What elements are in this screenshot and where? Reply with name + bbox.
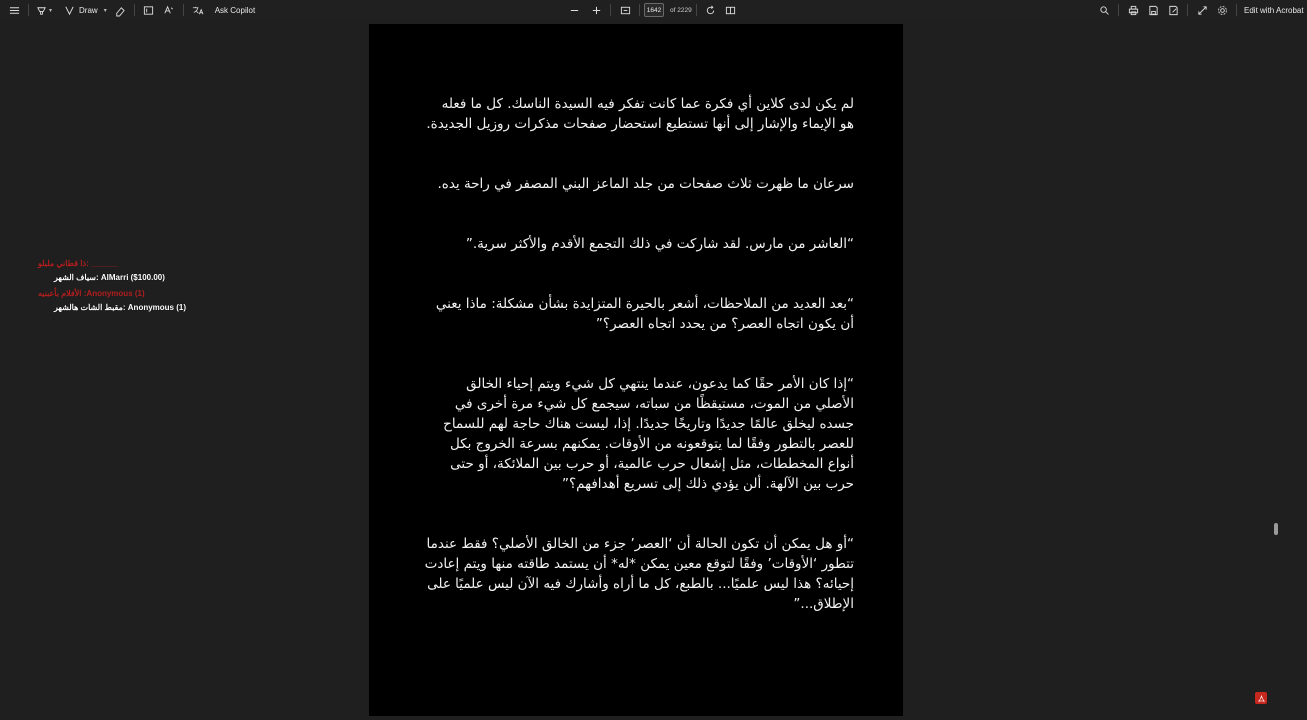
print-icon xyxy=(1128,5,1139,16)
edit-with-acrobat-button[interactable] xyxy=(1241,2,1307,18)
fit-page-icon xyxy=(620,5,631,16)
gear-icon xyxy=(1217,5,1228,16)
paragraph: سرعان ما ظهرت ثلاث صفحات من جلد الماعز البني المصفر في راحة يده. xyxy=(437,176,854,192)
rotate-button[interactable] xyxy=(701,2,721,18)
page-view-button[interactable] xyxy=(721,2,741,18)
paragraph: “أو هل يمكن أن تكون الحالة أن ‘العصر’ جزء من الخالق الأصلي؟ فقط عندما تتطور ‘الأوقات’ وفقًا لتوقع معين يمكن *له* أن يستمد طاقته منها ويتم إعادت إحيائه؟ هذا ليس علميًا... بالطبع، كل ما أراه وأشارك فيه الآن ليس علميًا على الإطلاق...” xyxy=(424,536,854,612)
pdf-icon xyxy=(1257,694,1266,703)
chevron-down-icon: ▾ xyxy=(49,7,53,14)
document-page xyxy=(369,24,903,716)
search-icon xyxy=(1099,5,1110,16)
save-button[interactable] xyxy=(1143,2,1163,18)
expand-icon xyxy=(1197,5,1208,16)
edit-with-acrobat-label: Edit with Acrobat xyxy=(1244,5,1304,15)
chevron-down-icon: ▾ xyxy=(103,7,107,14)
ask-copilot-label: Ask Copilot xyxy=(214,5,256,15)
minus-icon xyxy=(569,5,580,16)
print-button[interactable] xyxy=(1123,2,1143,18)
rotate-icon xyxy=(705,5,716,16)
paragraph: “بعد العديد من الملاحظات، أشعر بالحيرة المتزايدة بشأن مشكلة: ماذا يعني أن يكون اتجاه العصر؟ من يحدد اتجاه العصر؟” xyxy=(435,296,854,332)
search-button[interactable] xyxy=(1094,2,1114,18)
total-pages-label: of 2229 xyxy=(670,6,692,14)
save-as-button[interactable] xyxy=(1163,2,1183,18)
save-icon xyxy=(1148,5,1159,16)
acrobat-icon[interactable] xyxy=(1255,692,1267,704)
overlay-red-line-1: ‏:ذا قطاني ملبلو ______ xyxy=(38,259,118,268)
paragraph: “إذا كان الأمر حقًا كما يدعون، عندما ينتهي كل شيء ويتم إحياء الخالق الأصلي من الموت، مستيقظًا من سباته، سيجمع كل شيء مرة أخرى في جسده ليخلق عالمًا جديدًا وتاريخًا جديدًا. إذا، ليست هناك حاجة لهم للسماح للعصر بالتطور وفقًا لما يتوقعونه من الأوقات. يمكنهم بسرعة الخروج بكل أنواع المخططات، مثل إشعال حرب عالمية، أو حرب بين الملائكة، أو حتى حرب بين الآلهة. ألن يؤدي ذلك إلى تسريع أهدافهم؟” xyxy=(443,376,854,492)
overlay-chat-of-month: مقبط الشات هالشهر: Anonymous (1) xyxy=(54,303,186,312)
zoom-in-button[interactable] xyxy=(586,2,606,18)
paragraph: لم يكن لدى كلاين أي فكرة عما كانت تفكر فيه السيدة الناسك. كل ما فعله هو الإيماء والإشار إلى أنها تستطيع استحضار صفحات مذكرات روزيل الجديدة. xyxy=(426,96,854,132)
page-number-input[interactable]: 1642 xyxy=(644,3,664,17)
plus-icon xyxy=(591,5,602,16)
overlay-red-line-2: الأفلام بأعبنيه :Anonymous (1) xyxy=(38,289,145,298)
page-view-icon xyxy=(725,5,736,16)
fit-page-button[interactable] xyxy=(615,2,635,18)
draw-label: Draw xyxy=(79,5,98,15)
scrollbar-thumb[interactable] xyxy=(1274,523,1278,535)
stream-overlay xyxy=(0,0,369,720)
zoom-out-button[interactable] xyxy=(564,2,584,18)
fullscreen-button[interactable] xyxy=(1192,2,1212,18)
paragraph: “العاشر من مارس. لقد شاركت في ذلك التجمع الأقدم والأكثر سرية.” xyxy=(465,236,854,252)
settings-button[interactable] xyxy=(1212,2,1232,18)
overlay-donor-of-month: سياف الشهر: AlMarri ($100.00) xyxy=(54,273,165,282)
save-as-icon xyxy=(1168,5,1179,16)
